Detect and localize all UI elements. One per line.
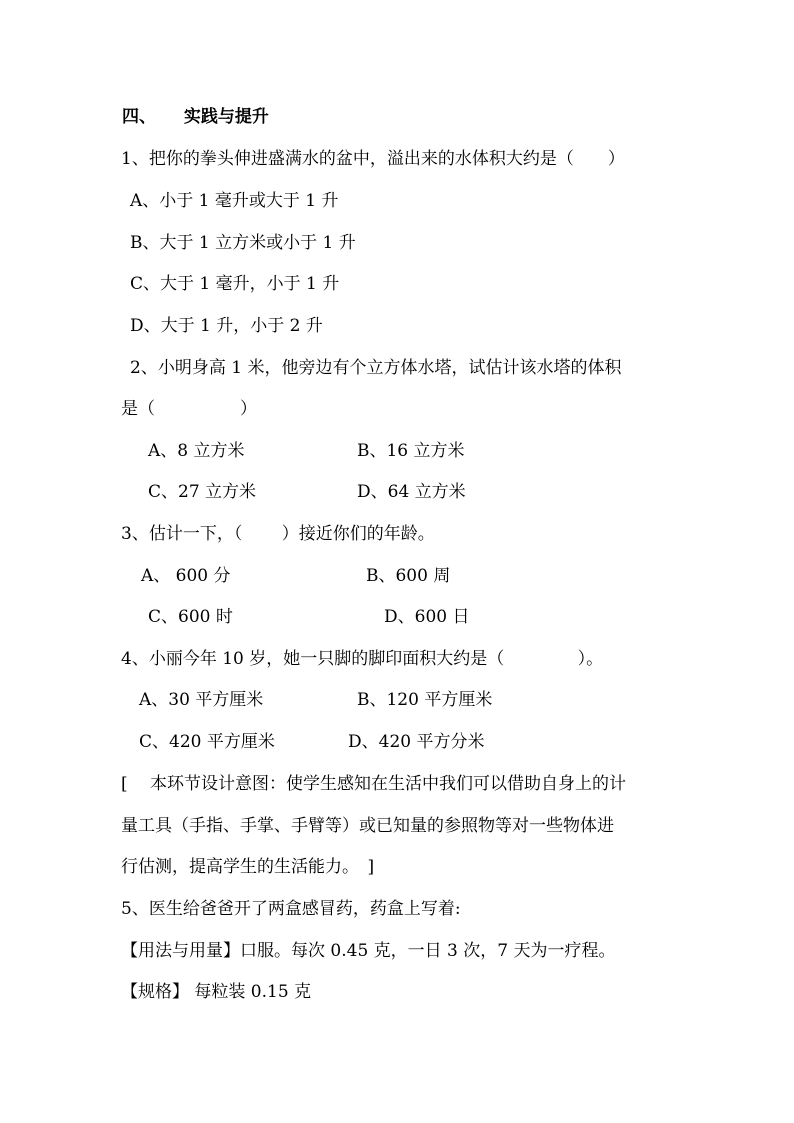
question-4-option-d: D、420 平方分米 — [348, 732, 485, 752]
question-5-stem: 5、医生给爸爸开了两盒感冒药，药盒上写着: — [121, 899, 461, 919]
design-note-line-1: [ 本环节设计意图：使学生感知在生活中我们可以借助自身上的计 — [121, 774, 627, 794]
design-note-line-2: 量工具（手指、手掌、手臂等）或已知量的参照物等对一些物体进 — [121, 816, 614, 836]
question-3-option-b: B、600 周 — [366, 566, 451, 586]
question-2-stem-line-1: 2、小明身高 1 米，他旁边有个立方体水塔，试估计该水塔的体积 — [130, 358, 622, 378]
question-5-spec: 【规格】 每粒装 0.15 克 — [121, 982, 312, 1002]
question-4-option-a: A、30 平方厘米 — [139, 690, 264, 710]
question-3-option-c: C、600 时 — [148, 607, 233, 627]
section-number: 四、 — [122, 107, 156, 127]
question-1-option-d: D、大于 1 升，小于 2 升 — [130, 316, 323, 336]
question-2-option-a: A、8 立方米 — [148, 441, 245, 461]
question-5-usage: 【用法与用量】口服。每次 0.45 克，一日 3 次，7 天为一疗程。 — [121, 941, 616, 961]
section-title: 实践与提升 — [183, 107, 269, 127]
question-2-option-c: C、27 立方米 — [148, 482, 257, 502]
question-1-stem: 1、把你的拳头伸进盛满水的盆中，溢出来的水体积大约是（ ） — [121, 149, 625, 169]
section-heading — [122, 106, 269, 128]
question-2-option-d: D、64 立方米 — [357, 482, 466, 502]
question-4-stem: 4、小丽今年 10 岁，她一只脚的脚印面积大约是（ ）。 — [121, 649, 604, 669]
question-2-stem-line-2: 是（ ） — [121, 399, 257, 419]
question-1-option-a: A、小于 1 毫升或大于 1 升 — [130, 191, 339, 211]
question-4-option-b: B、120 平方厘米 — [357, 690, 493, 710]
question-3-stem: 3、估计一下，（ ）接近你们的年龄。 — [121, 524, 435, 544]
question-3-option-d: D、600 日 — [384, 607, 470, 627]
question-2-option-b: B、16 立方米 — [357, 441, 465, 461]
question-4-option-c: C、420 平方厘米 — [139, 732, 275, 752]
design-note-line-3: 行估测，提高学生的生活能力。 ] — [121, 857, 375, 877]
question-1-option-b: B、大于 1 立方米或小于 1 升 — [130, 233, 356, 253]
question-3-option-a: A、 600 分 — [141, 566, 231, 586]
question-1-option-c: C、大于 1 毫升，小于 1 升 — [130, 274, 340, 294]
